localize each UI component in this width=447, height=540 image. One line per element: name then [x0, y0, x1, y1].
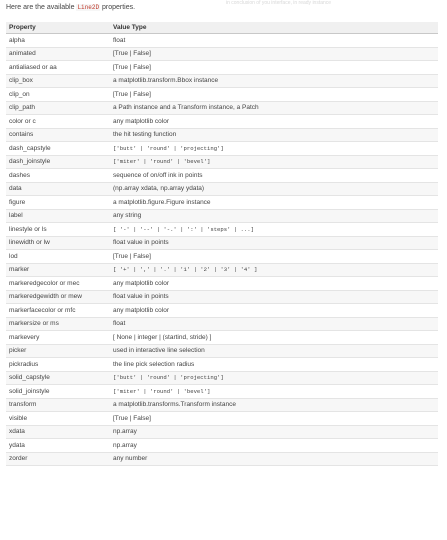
property-name: solid_joinstyle	[6, 385, 110, 399]
property-name: label	[6, 209, 110, 223]
property-name: solid_capstyle	[6, 371, 110, 385]
table-header-row	[6, 22, 438, 34]
value-type: the line pick selection radius	[110, 358, 438, 372]
property-name: antialiased or aa	[6, 61, 110, 75]
value-type: [True | False]	[110, 88, 438, 102]
table-row	[6, 169, 438, 183]
property-name: clip_on	[6, 88, 110, 102]
property-name: alpha	[6, 34, 110, 48]
value-type: any number	[110, 452, 438, 466]
value-type: sequence of on/off ink in points	[110, 169, 438, 183]
table-body	[6, 34, 438, 466]
value-type: [True | False]	[110, 250, 438, 264]
table-row	[6, 344, 438, 358]
property-name: markeredgecolor or mec	[6, 277, 110, 291]
property-name: data	[6, 182, 110, 196]
property-name: clip_box	[6, 74, 110, 88]
table-row	[6, 115, 438, 129]
table-row	[6, 385, 438, 399]
property-name: dashes	[6, 169, 110, 183]
table-row	[6, 34, 438, 48]
table-row	[6, 196, 438, 210]
property-name: ydata	[6, 439, 110, 453]
table-row	[6, 61, 438, 75]
table-row	[6, 47, 438, 61]
table-row	[6, 331, 438, 345]
property-name: lod	[6, 250, 110, 264]
intro-code: Line2D	[77, 4, 100, 11]
property-name: xdata	[6, 425, 110, 439]
value-type: (np.array xdata, np.array ydata)	[110, 182, 438, 196]
table-row	[6, 317, 438, 331]
property-name: markerfacecolor or mfc	[6, 304, 110, 318]
value-type: float value in points	[110, 290, 438, 304]
table-row	[6, 412, 438, 426]
value-type: [True | False]	[110, 47, 438, 61]
table-row	[6, 182, 438, 196]
table-row	[6, 277, 438, 291]
table-row	[6, 304, 438, 318]
value-type: a matplotlib.transform.Bbox instance	[110, 74, 438, 88]
value-type: [True | False]	[110, 61, 438, 75]
value-type: a matplotlib.figure.Figure instance	[110, 196, 438, 210]
table-row	[6, 371, 438, 385]
value-type: [ None | integer | (startind, stride) ]	[110, 331, 438, 345]
table-row	[6, 88, 438, 102]
property-name: figure	[6, 196, 110, 210]
table-row	[6, 250, 438, 264]
value-type: [True | False]	[110, 412, 438, 426]
property-name: markevery	[6, 331, 110, 345]
value-type: used in interactive line selection	[110, 344, 438, 358]
table-row	[6, 142, 438, 156]
header-value-type: Value Type	[110, 22, 438, 34]
property-name: markersize or ms	[6, 317, 110, 331]
table-row	[6, 425, 438, 439]
property-name: dash_joinstyle	[6, 155, 110, 169]
property-name: color or c	[6, 115, 110, 129]
table-row	[6, 263, 438, 277]
property-name: pickradius	[6, 358, 110, 372]
faint-text: in conclusion of you interface, in ready instance	[226, 0, 332, 6]
property-name: animated	[6, 47, 110, 61]
table-row	[6, 236, 438, 250]
table-row	[6, 290, 438, 304]
value-type: float	[110, 34, 438, 48]
properties-table	[6, 22, 438, 466]
value-type: [ '-' | '--' | '-.' | ':' | 'steps' | ...]	[110, 223, 438, 237]
property-name: zorder	[6, 452, 110, 466]
table-row	[6, 209, 438, 223]
intro-before: Here are the available	[6, 4, 77, 11]
table-row	[6, 452, 438, 466]
value-type: ['butt' | 'round' | 'projecting']	[110, 371, 438, 385]
value-type: a matplotlib.transforms.Transform instance	[110, 398, 438, 412]
value-type: np.array	[110, 439, 438, 453]
value-type: ['miter' | 'round' | 'bevel']	[110, 155, 438, 169]
value-type: float value in points	[110, 236, 438, 250]
intro-after: properties.	[100, 4, 136, 11]
table-row	[6, 358, 438, 372]
table-row	[6, 74, 438, 88]
header-property: Property	[6, 22, 110, 34]
table-row	[6, 101, 438, 115]
value-type: any matplotlib color	[110, 304, 438, 318]
property-name: visible	[6, 412, 110, 426]
value-type: [ '+' | ',' | '.' | '1' | '2' | '3' | '4' ]	[110, 263, 438, 277]
table-row	[6, 439, 438, 453]
table-row	[6, 223, 438, 237]
property-name: contains	[6, 128, 110, 142]
property-name: marker	[6, 263, 110, 277]
value-type: any string	[110, 209, 438, 223]
property-name: transform	[6, 398, 110, 412]
value-type: ['miter' | 'round' | 'bevel']	[110, 385, 438, 399]
value-type: np.array	[110, 425, 438, 439]
property-name: picker	[6, 344, 110, 358]
value-type: a Path instance and a Transform instance, a Patch	[110, 101, 438, 115]
value-type: any matplotlib color	[110, 277, 438, 291]
table-row	[6, 398, 438, 412]
property-name: clip_path	[6, 101, 110, 115]
table-row	[6, 128, 438, 142]
value-type: any matplotlib color	[110, 115, 438, 129]
property-name: dash_capstyle	[6, 142, 110, 156]
value-type: float	[110, 317, 438, 331]
property-name: linestyle or ls	[6, 223, 110, 237]
table-row	[6, 155, 438, 169]
value-type: ['butt' | 'round' | 'projecting']	[110, 142, 438, 156]
intro-text	[6, 2, 135, 13]
value-type: the hit testing function	[110, 128, 438, 142]
property-name: markeredgewidth or mew	[6, 290, 110, 304]
property-name: linewidth or lw	[6, 236, 110, 250]
